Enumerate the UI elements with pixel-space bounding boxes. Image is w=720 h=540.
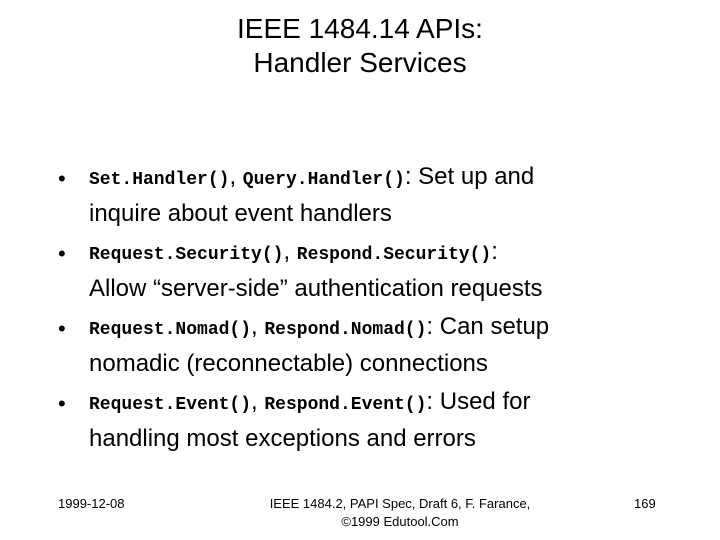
bullet-description: : — [491, 238, 498, 265]
bullet-item-event — [58, 385, 678, 456]
api-function-name: Query.Handler() — [242, 170, 405, 190]
api-function-name: Request.Nomad() — [89, 320, 252, 340]
footer-citation-line-2: ©1999 Edutool.Com — [341, 514, 459, 529]
separator: , — [229, 163, 243, 190]
bullet-continuation: handling most exceptions and errors — [89, 425, 476, 452]
footer-date: 1999-12-08 — [58, 496, 125, 511]
bullet-line — [89, 235, 678, 272]
bullet-description: : Used for — [426, 388, 531, 415]
api-function-name: Set.Handler() — [89, 170, 230, 190]
slide-title-line-2: Handler Services — [253, 47, 467, 78]
bullet-description: : Set up and — [404, 163, 535, 190]
bullet-dot-icon: • — [58, 391, 66, 416]
api-function-name: Respond.Nomad() — [264, 320, 427, 340]
api-function-name: Respond.Security() — [296, 245, 492, 265]
api-function-name: Respond.Event() — [264, 395, 427, 415]
bullet-item-security — [58, 235, 678, 306]
bullet-dot-icon: • — [58, 241, 66, 266]
api-function-name: Request.Event() — [89, 395, 252, 415]
bullet-dot-icon: • — [58, 316, 66, 341]
separator: , — [251, 388, 265, 415]
bullet-dot-icon: • — [58, 166, 66, 191]
separator: , — [251, 313, 265, 340]
bullet-item-nomad — [58, 310, 678, 381]
bullet-line — [89, 160, 678, 197]
bullet-line — [89, 310, 678, 347]
slide-title — [0, 12, 720, 80]
footer-citation-line-1: IEEE 1484.2, PAPI Spec, Draft 6, F. Farance, — [269, 496, 531, 511]
page-number: 169 — [634, 496, 656, 511]
bullet-list — [58, 160, 678, 460]
bullet-description: : Can setup — [426, 313, 550, 340]
bullet-continuation: Allow “server-side” authentication requests — [89, 275, 543, 302]
bullet-continuation: nomadic (reconnectable) connections — [89, 350, 488, 377]
bullet-continuation: inquire about event handlers — [89, 200, 392, 227]
footer-citation — [200, 495, 600, 531]
bullet-item-handler — [58, 160, 678, 231]
bullet-line — [89, 385, 678, 422]
api-function-name: Request.Security() — [89, 245, 284, 265]
slide-title-line-1: IEEE 1484.14 APIs: — [237, 13, 483, 44]
separator: , — [283, 238, 297, 265]
